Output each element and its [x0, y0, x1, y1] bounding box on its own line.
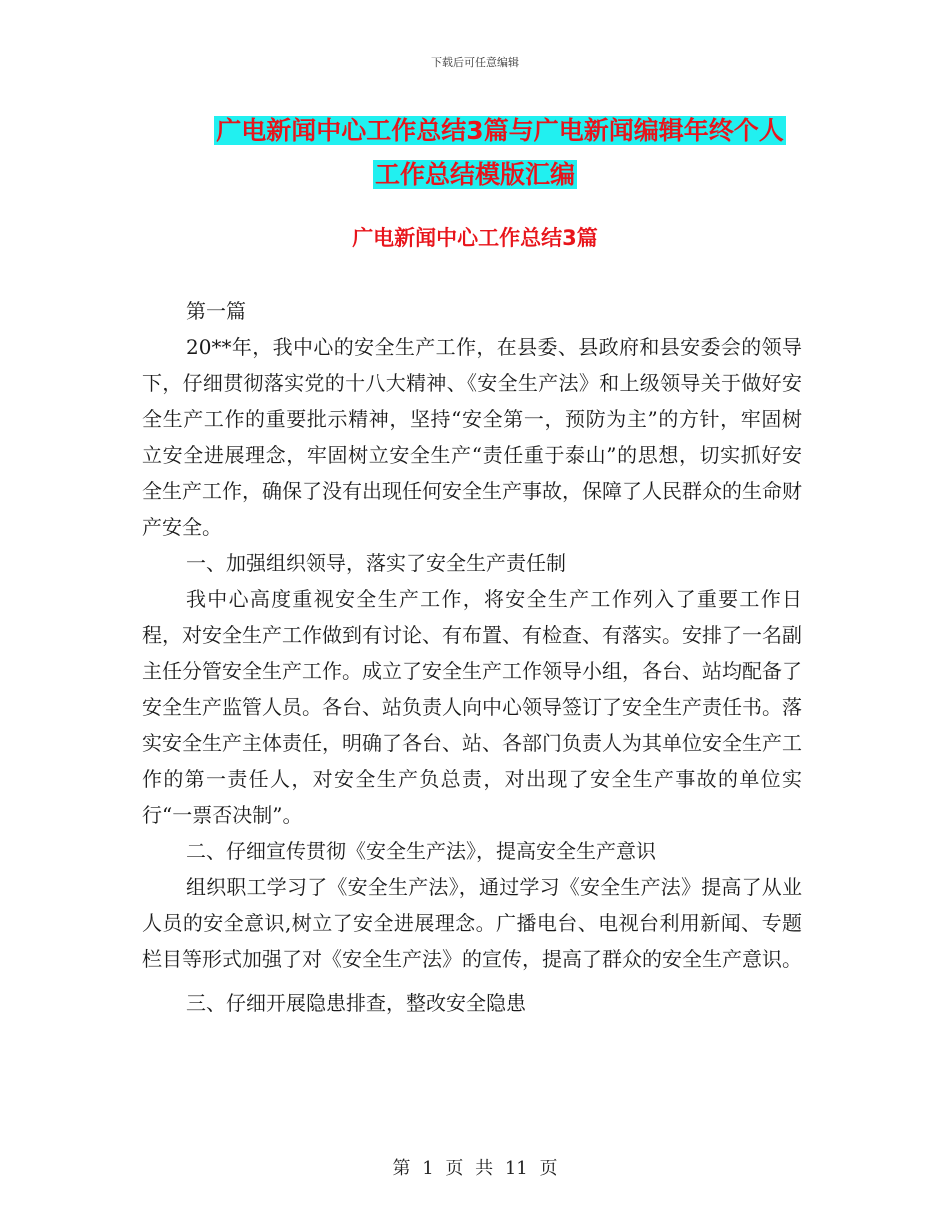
- paragraph-part-label: 第一篇: [186, 299, 246, 323]
- page-footer: 第 1 页 共 11 页: [392, 1158, 558, 1179]
- paragraph-intro: 20**年，我中心的安全生产工作，在县委、县政府和县安委会的领导下，仔细贯彻落实党的十八大精神、《安全生产法》和上级领导关于做好安全生产工作的重要批示精神，坚持“安全第一，预防为主”的方针，牢固树立安全进展理念，牢固树立安全生产“责任重于泰山”的思想，切实抓好安全生产工作，确保了没有出现任何安全生产事故，保障了人民群众的生命财产安全。: [142, 335, 802, 539]
- paragraph-heading-3: 三、仔细开展隐患排查，整改安全隐患: [186, 991, 526, 1015]
- paragraph-heading-1: 一、加强组织领导，落实了安全生产责任制: [186, 551, 566, 575]
- main-title-line-1: [25, 112, 950, 149]
- main-title-line-1-text: 广电新闻中心工作总结3篇与广电新闻编辑年终个人: [216, 116, 784, 145]
- main-title-line-2: [0, 156, 950, 193]
- document-body: [142, 293, 802, 1021]
- paragraph-heading-2: 二、仔细宣传贯彻《安全生产法》，提高安全生产意识: [186, 839, 656, 863]
- main-title-line-2-text: 工作总结模版汇编: [374, 160, 575, 189]
- paragraph-body-1: 我中心高度重视安全生产工作，将安全生产工作列入了重要工作日程，对安全生产工作做到有讨论、有布置、有检查、有落实。安排了一名副主任分管安全生产工作。成立了安全生产工作领导小组，各台、站均配备了安全生产监管人员。各台、站负责人向中心领导签订了安全生产责任书。落实安全生产主体责任，明确了各台、站、各部门负责人为其单位安全生产工作的第一责任人，对安全生产负总责，对出现了安全生产事故的单位实行“一票否决制”。: [142, 587, 802, 827]
- section-title: 广电新闻中心工作总结3篇: [352, 226, 598, 250]
- paragraph-body-2: 组织职工学习了《安全生产法》，通过学习《安全生产法》提高了从业人员的安全意识,树立了安全进展理念。广播电台、电视台利用新闻、专题栏目等形式加强了对《安全生产法》的宣传，提高了群众的安全生产意识。: [142, 875, 802, 971]
- header-note: 下载后可任意编辑: [431, 56, 519, 69]
